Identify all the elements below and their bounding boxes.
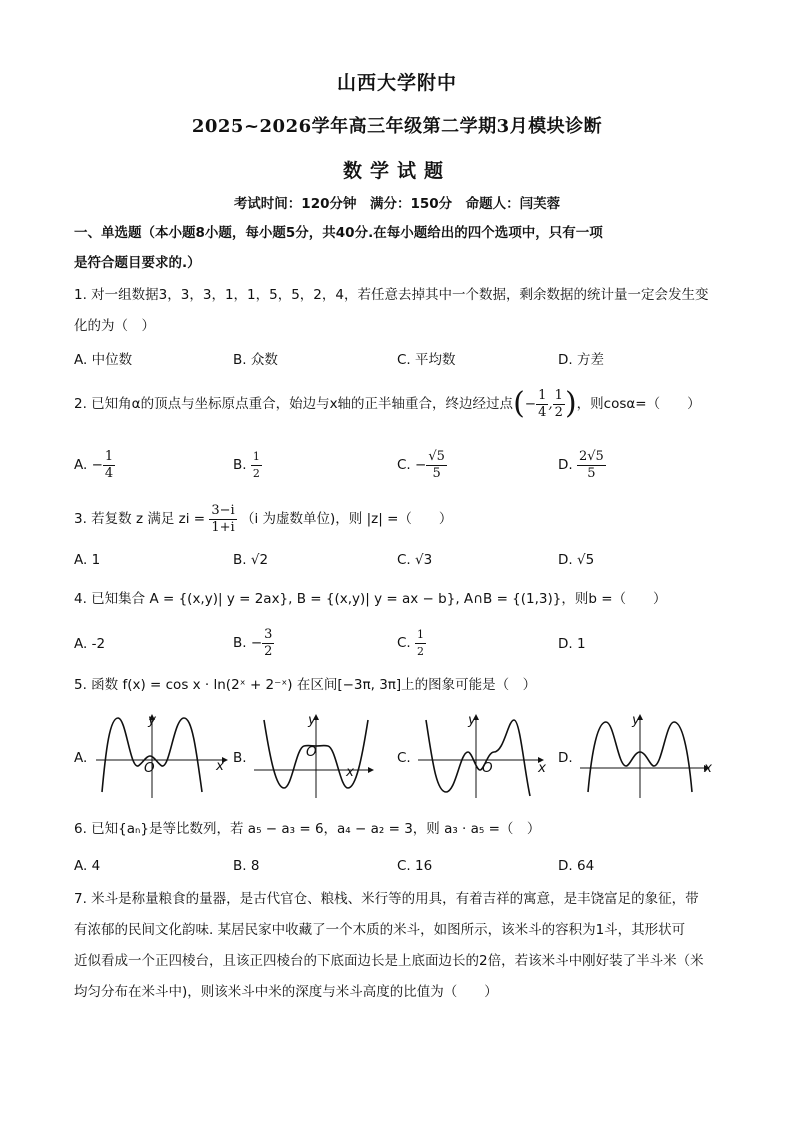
q5-option-c-label: C. [397, 750, 411, 766]
q5-c-axis-x: x [538, 760, 546, 776]
section1-heading-line2: 是符合题目要求的.） [74, 255, 201, 271]
q7-stem-line2: 有浓郁的民间文化韵味. 某居民家中收藏了一个木质的米斗，如图所示，该米斗的容积为1斗，其形状可 [74, 922, 686, 938]
section1-heading-line1: 一、单选题（本小题8小题，每小题5分，共40分.在每小题给出的四个选项中，只有一项 [74, 225, 603, 241]
q4-option-d: D. 1 [558, 636, 586, 652]
q2-point-y: $\frac{1}{2}$ [554, 387, 563, 420]
q7-stem-line4: 均匀分布在米斗中)，则该米斗中米的深度与米斗高度的比值为（ ） [74, 984, 498, 1000]
q5-b-axis-x: x [346, 764, 354, 780]
exam-meta: 考试时间：120分钟 满分：150分 命题人：闫芙蓉 [233, 196, 561, 212]
q5-a-axis-x: x [216, 758, 224, 774]
q3-stem: 3. 若复数 z 满足 zi = $\frac{3-i}{1+i}$ （i 为虚数单位)，则 |z| =（ ） [74, 502, 453, 535]
q2-left-paren: ( [513, 386, 525, 421]
q2-stem-prefix: 2. 已知角α的顶点与坐标原点重合，始边与x轴的正半轴重合，终边经过点 [74, 396, 514, 412]
q2-minus: − [524, 396, 537, 412]
q2-comma: , [548, 396, 553, 412]
q3-option-a: A. 1 [74, 552, 101, 568]
q7-stem-line3: 近似看成一个正四棱台，且该正四棱台的下底面边长是上底面边长的2倍，若该米斗中刚好装了半斗米（米 [74, 953, 704, 969]
q6-stem: 6. 已知{aₙ}是等比数列，若 a₅ − a₃ = 6，a₄ − a₂ = 3，则 a₃ · a₅ =（ ） [74, 821, 541, 837]
q3-option-b: B. √2 [233, 552, 269, 568]
q1-stem-line2: 化的为（ ） [74, 318, 155, 334]
q5-option-d-label: D. [558, 750, 573, 766]
q5-d-axis-y: y [632, 712, 640, 728]
q4-option-c: C. $\frac{1}{2}$ [397, 627, 425, 658]
q5-graph-d [576, 708, 716, 800]
q2-stem [74, 384, 701, 424]
q7-stem-line1: 7. 米斗是称量粮食的量器，是古代官仓、粮栈、米行等的用具，有着吉祥的寓意，是丰饶富足的象征，带 [74, 891, 699, 907]
q6-option-d: D. 64 [558, 858, 595, 874]
q4-option-b: B. − $\frac{3}{2}$ [233, 626, 273, 659]
q4-option-a: A. -2 [74, 636, 106, 652]
q6-option-c: C. 16 [397, 858, 433, 874]
q2-option-a: A. − $\frac{1}{4}$ [74, 448, 114, 481]
q5-graph-c [414, 708, 550, 800]
q2-point-x: $\frac{1}{4}$ [538, 387, 547, 420]
q1-stem-line1: 1. 对一组数据3，3，3，1，1，5，5，2，4，若任意去掉其中一个数据，剩余数据的统计量一定会发生变 [74, 287, 709, 303]
q2-option-b: B. $\frac{1}{2}$ [233, 449, 260, 480]
subject-title: 数学试题 [342, 160, 451, 182]
q5-c-axis-y: y [468, 712, 476, 728]
q5-b-origin: O [306, 744, 317, 760]
q5-b-axis-y: y [308, 712, 316, 728]
q2-right-paren: ) [564, 386, 577, 421]
q5-a-origin: O [144, 760, 155, 776]
q5-graph-a [92, 708, 232, 800]
q2-option-c: C. − $\frac{√5}{5}$ [397, 448, 445, 481]
q5-stem: 5. 函数 f(x) = cos x · ln(2ˣ + 2⁻ˣ) 在区间[−3π, 3π]上的图象可能是（ ） [74, 677, 537, 693]
q5-d-axis-x: x [704, 760, 712, 776]
q6-option-b: B. 8 [233, 858, 260, 874]
q5-option-b-label: B. [233, 750, 247, 766]
school-name: 山西大学附中 [336, 72, 457, 94]
q1-option-d: D. 方差 [558, 352, 604, 368]
q2-stem-suffix: ，则cosα=（ ） [576, 396, 701, 412]
q2-option-d: D. $\frac{2√5}{5}$ [558, 448, 604, 481]
q1-option-b: B. 众数 [233, 352, 278, 368]
q1-option-c: C. 平均数 [397, 352, 456, 368]
q5-option-a-label: A. [74, 750, 88, 766]
q6-option-a: A. 4 [74, 858, 101, 874]
q3-option-d: D. √5 [558, 552, 595, 568]
q4-stem: 4. 已知集合 A = {(x,y)| y = 2ax}, B = {(x,y)| y = ax − b}, A∩B = {(1,3)}，则b =（ ） [74, 591, 667, 607]
q5-c-origin: O [482, 760, 493, 776]
q1-option-a: A. 中位数 [74, 352, 133, 368]
q3-option-c: C. √3 [397, 552, 433, 568]
q5-a-axis-y: y [148, 712, 156, 728]
exam-title: 2025~2026学年高三年级第二学期3月模块诊断 [191, 116, 603, 137]
